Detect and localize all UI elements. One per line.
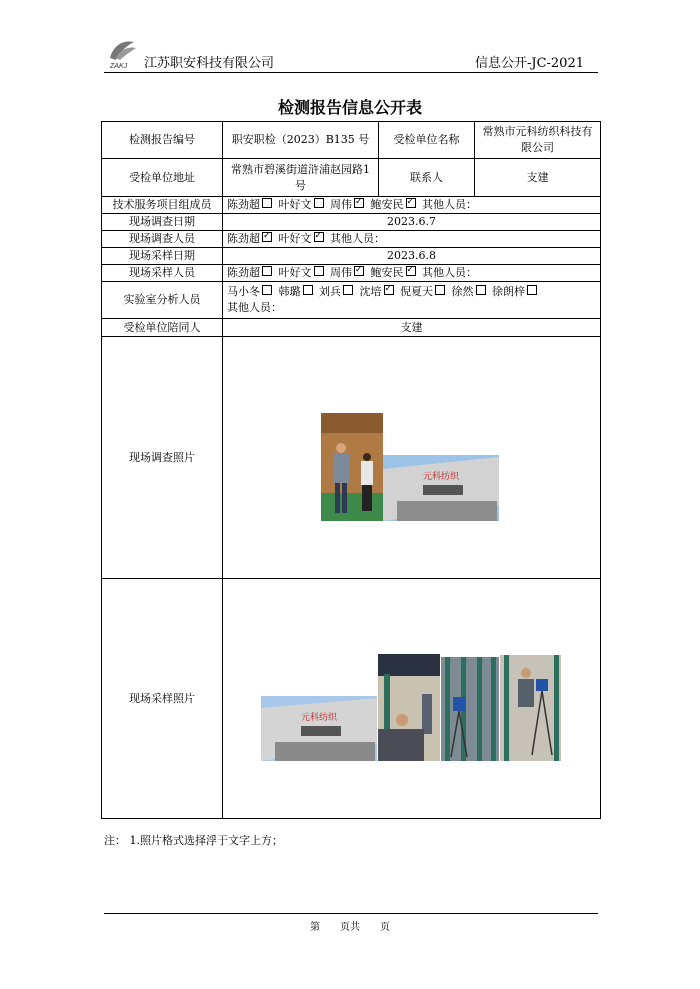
team-list: 陈劲超 叶好文 周伟✓ 鲍安民✓ 其他人员： — [223, 197, 601, 214]
escort-label: 受检单位陪同人 — [102, 319, 223, 337]
survey-staff-label: 现场调查人员 — [102, 231, 223, 248]
table-row — [102, 159, 601, 197]
table-row — [102, 282, 601, 319]
checkbox-checked — [354, 266, 364, 276]
contact-value: 支建 — [475, 159, 601, 197]
client-value: 常熟市元科纺织科技有限公司 — [475, 122, 601, 159]
svg-text:ZAKJ: ZAKJ — [110, 63, 128, 70]
survey-staff-list: 陈劲超✓ 叶好文✓ 其他人员： — [223, 231, 601, 248]
header-divider — [104, 72, 598, 73]
table-row — [102, 122, 601, 159]
lab-staff-list: 马小冬 韩璐 刘兵 沈培✓ 倪夏天 徐然 徐朗梓 其他人员： — [223, 282, 601, 319]
checkbox — [527, 285, 537, 295]
sampling-photo-3 — [441, 657, 499, 761]
report-no-value: 职安职检（2023）B135 号 — [223, 122, 379, 159]
lab-label: 实验室分析人员 — [102, 282, 223, 319]
table-row — [102, 197, 601, 214]
escort-value: 支建 — [223, 319, 601, 337]
report-no-label: 检测报告编号 — [102, 122, 223, 159]
sampling-date-value: 2023.6.8 — [223, 248, 601, 265]
checkbox — [262, 198, 272, 208]
sampling-photo-2 — [378, 654, 440, 761]
page-title: 检测报告信息公开表 — [277, 98, 422, 117]
page-number: 第 页共 页 — [310, 922, 390, 933]
address-value: 常熟市碧溪街道浒浦赵园路1号 — [223, 159, 379, 197]
table-row — [102, 231, 601, 248]
checkbox-checked — [384, 285, 394, 295]
survey-photo-1 — [321, 413, 383, 521]
checkbox — [303, 285, 313, 295]
table-row — [102, 319, 601, 337]
footnote: 注： 1.照片格式选择浮于文字上方； — [104, 834, 283, 847]
checkbox-checked — [354, 198, 364, 208]
sampling-photo-label: 现场采样照片 — [102, 579, 223, 819]
contact-label: 联系人 — [379, 159, 475, 197]
checkbox — [343, 285, 353, 295]
checkbox — [435, 285, 445, 295]
table-row — [102, 265, 601, 282]
checkbox — [262, 285, 272, 295]
survey-date-value: 2023.6.7 — [223, 214, 601, 231]
checkbox — [262, 266, 272, 276]
survey-date-label: 现场调查日期 — [102, 214, 223, 231]
team-label: 技术服务项目组成员 — [102, 197, 223, 214]
checkbox-checked — [406, 266, 416, 276]
checkbox-checked — [314, 232, 324, 242]
company-name: 江苏职安科技有限公司 — [144, 56, 275, 71]
checkbox-checked — [406, 198, 416, 208]
table-row — [102, 214, 601, 231]
svg-text:元科纺织: 元科纺织 — [423, 472, 460, 482]
svg-text:元科纺织: 元科纺织 — [301, 713, 338, 723]
checkbox — [314, 198, 324, 208]
sampling-photo-4 — [500, 655, 561, 761]
address-label: 受检单位地址 — [102, 159, 223, 197]
checkbox — [314, 266, 324, 276]
company-logo — [104, 34, 140, 70]
table-row — [102, 248, 601, 265]
sampling-staff-list: 陈劲超 叶好文 周伟✓ 鲍安民✓ 其他人员： — [223, 265, 601, 282]
survey-photo-2 — [383, 455, 499, 521]
checkbox-checked — [262, 232, 272, 242]
sampling-staff-label: 现场采样人员 — [102, 265, 223, 282]
document-code: 信息公开-JC-2021 — [474, 56, 584, 71]
page-header — [104, 34, 598, 72]
survey-photo-label: 现场调查照片 — [102, 337, 223, 579]
footer-divider — [104, 913, 598, 914]
sampling-date-label: 现场采样日期 — [102, 248, 223, 265]
sampling-photo-1 — [261, 696, 377, 761]
client-label: 受检单位名称 — [379, 122, 475, 159]
checkbox — [476, 285, 486, 295]
